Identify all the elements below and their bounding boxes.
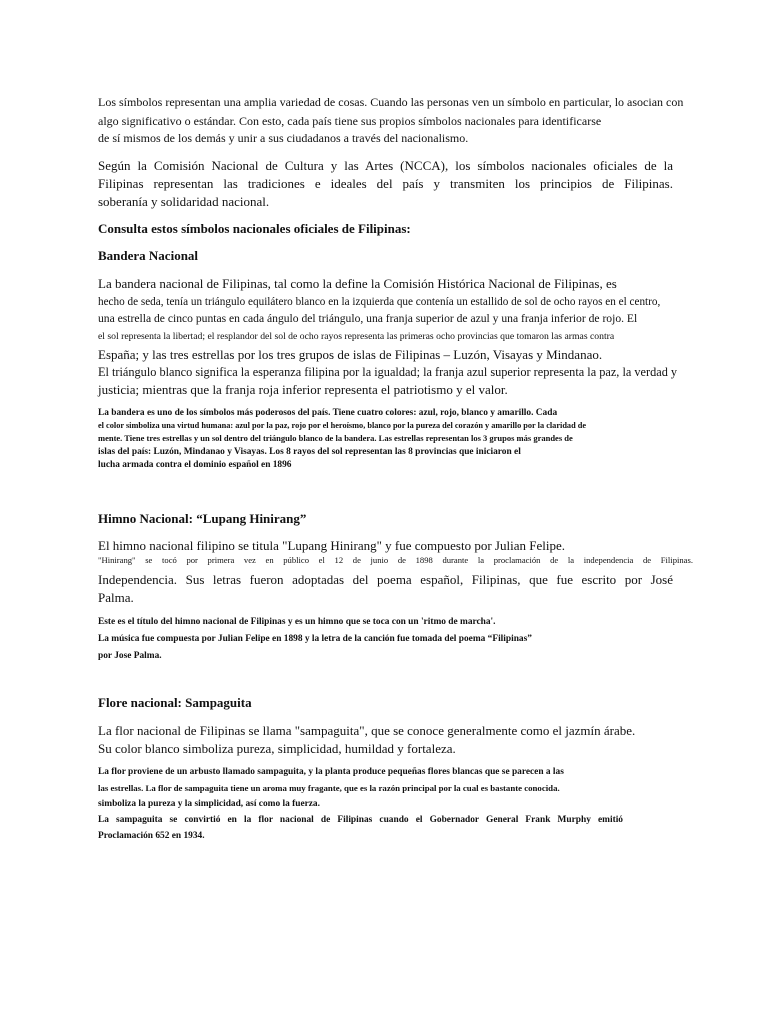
bandera-line: hecho de seda, tenía un triángulo equilátero blanco en la izquierda que contenía un estallido de sol de ocho rayos en el centro, (98, 296, 661, 308)
flor-heading: Flore nacional: Sampaguita (98, 695, 252, 710)
himno-line: "Hinirang" se tocó por primera vez en público el 12 de junio de 1898 durante la proclamación de la independencia de Filipinas. (98, 555, 693, 565)
flor-note-line: Proclamación 652 en 1934. (98, 831, 205, 841)
himno-line: Independencia. Sus letras fueron adoptadas del poema español, Filipinas, que fue escrito por José (98, 572, 673, 587)
intro-line: algo significativo o estándar. Con esto, cada país tiene sus propios símbolos nacionales para identificarse (98, 114, 602, 128)
flor-note-line: La flor proviene de un arbusto llamado sampaguita, y la planta produce pequeñas flores blancas que se parecen a las (98, 767, 564, 777)
flor-note-line: simboliza la pureza y la simplicidad, así como la fuerza. (98, 799, 320, 809)
ncca-line: Filipinas representan las tradiciones e ideales del país y transmiten los principios de Filipinas. (98, 176, 673, 191)
ncca-line: soberanía y solidaridad nacional. (98, 194, 270, 209)
bandera-note-line: islas del país: Luzón, Mindanao y Visayas. Los 8 rayos del sol representan las 8 provincias que iniciaron el (98, 447, 521, 457)
bandera-line: una estrella de cinco puntas en cada ángulo del triángulo, una franja superior de azul y una franja inferior de rojo. El (98, 312, 638, 325)
flor-line: La flor nacional de Filipinas se llama "sampaguita", que se conoce generalmente como el jazmín árabe. (98, 723, 636, 738)
himno-line: El himno nacional filipino se titula "Lupang Hinirang" y fue compuesto por Julian Felipe. (98, 538, 565, 553)
himno-note-line: Este es el título del himno nacional de Filipinas y es un himno que se toca con un 'ritmo de marcha'. (98, 617, 496, 627)
intro-line: de sí mismos de los demás y unir a sus ciudadanos a través del nacionalismo. (98, 131, 469, 145)
bandera-line: La bandera nacional de Filipinas, tal como la define la Comisión Histórica Nacional de Filipinas, es (98, 276, 617, 291)
bandera-line: El triángulo blanco significa la esperanza filipina por la igualdad; la franja azul superior representa la paz, la verdad y (98, 365, 678, 379)
himno-note-line: por Jose Palma. (98, 651, 162, 661)
intro-line: Los símbolos representan una amplia variedad de cosas. Cuando las personas ven un símbolo en particular, lo asocian con (98, 95, 684, 109)
himno-note-line: La música fue compuesta por Julian Felipe en 1898 y la letra de la canción fue tomada del poema “Filipinas” (98, 634, 532, 644)
bandera-line: el sol representa la libertad; el resplandor del sol de ocho rayos representa las primeras ocho provincias que tomaron las armas contra (98, 331, 615, 342)
bandera-heading: Bandera Nacional (98, 248, 199, 263)
bandera-line: justicia; mientras que la franja roja inferior representa el patriotismo y el valor. (98, 382, 508, 397)
flor-note-line: La sampaguita se convirtió en la flor nacional de Filipinas cuando el Gobernador General Frank Murphy emitió (98, 815, 623, 825)
bandera-note-line: el color simboliza una virtud humana: azul por la paz, rojo por el heroísmo, blanco por la pureza del corazón y amarillo por la claridad de (98, 421, 587, 430)
himno-heading: Himno Nacional: “Lupang Hinirang” (98, 511, 307, 526)
himno-line: Palma. (98, 590, 134, 605)
consulta-heading: Consulta estos símbolos nacionales oficiales de Filipinas: (98, 221, 411, 236)
ncca-line: Según la Comisión Nacional de Cultura y las Artes (NCCA), los símbolos nacionales oficiales de la (98, 158, 673, 173)
bandera-line: España; y las tres estrellas por los tres grupos de islas de Filipinas – Luzón, Visayas y Mindanao. (98, 347, 603, 362)
bandera-note-line: La bandera es uno de los símbolos más poderosos del país. Tiene cuatro colores: azul, rojo, blanco y amarillo. Cada (98, 408, 558, 418)
bandera-note-line: mente. Tiene tres estrellas y un sol dentro del triángulo blanco de la bandera. Las estrellas representan los 3 grupos más grandes de (98, 433, 573, 443)
bandera-note-line: lucha armada contra el dominio español en 1896 (98, 460, 292, 470)
flor-note-line: las estrellas. La flor de sampaguita tiene un aroma muy fragante, que es la razón principal por la cual es bastante conocida. (98, 783, 560, 793)
flor-line: Su color blanco simboliza pureza, simplicidad, humildad y fortaleza. (98, 741, 456, 756)
